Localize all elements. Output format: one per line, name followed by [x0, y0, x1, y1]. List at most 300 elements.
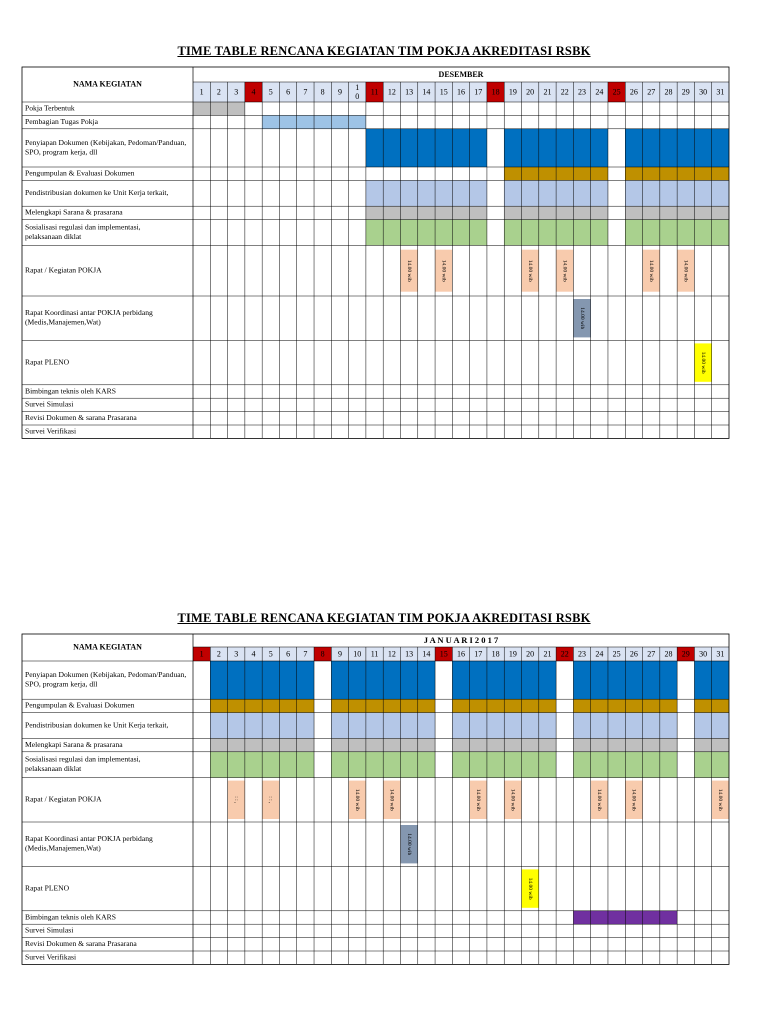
- activity-label: Survei Simulasi: [25, 925, 74, 935]
- activity-fill-cell: [573, 661, 590, 699]
- activity-label: Bimbingan teknis oleh KARS: [25, 912, 116, 922]
- activity-fill-cell: [400, 180, 417, 206]
- day-number: 23: [578, 649, 587, 659]
- activity-fill-cell: [573, 713, 590, 739]
- activity-fill-cell: [400, 661, 417, 699]
- day-number: 4: [251, 87, 256, 97]
- activity-fill-cell: [660, 738, 677, 751]
- activity-fill-cell: [625, 699, 642, 712]
- activity-fill-cell: [539, 699, 556, 712]
- activity-fill-cell: [573, 752, 590, 778]
- activity-fill-cell: [539, 206, 556, 219]
- day-number: 18: [491, 649, 500, 659]
- schedule-table-2: [22, 634, 729, 964]
- day-number: 31: [716, 649, 725, 659]
- activity-fill-cell: [435, 129, 452, 167]
- activity-fill-cell: [712, 180, 729, 206]
- table-1-title: TIME TABLE RENCANA KEGIATAN TIM POKJA AKREDITASI RSBK: [177, 44, 591, 58]
- activity-fill-cell: [210, 738, 227, 751]
- activity-fill-cell: [712, 713, 729, 739]
- activity-fill-cell: [470, 129, 487, 167]
- header-nama-kegiatan: NAMA KEGIATAN: [73, 642, 142, 652]
- day-number: 12: [387, 649, 396, 659]
- day-number: 31: [716, 87, 725, 97]
- activity-fill-cell: [470, 220, 487, 246]
- activity-fill-cell: [418, 180, 435, 206]
- activity-label: Rapat Koordinasi antar POKJA perbidang: [25, 834, 153, 844]
- day-number: 29: [681, 87, 690, 97]
- activity-fill-cell: [694, 129, 711, 167]
- activity-label: Pendistribusian dokumen ke Unit Kerja terkait,: [25, 720, 169, 730]
- activity-fill-cell: [400, 699, 417, 712]
- activity-fill-cell: [349, 115, 366, 128]
- activity-fill-cell: [452, 713, 469, 739]
- activity-fill-cell: [643, 180, 660, 206]
- activity-fill-cell: [210, 713, 227, 739]
- activity-fill-cell: [522, 206, 539, 219]
- activity-fill-cell: [660, 180, 677, 206]
- activity-fill-cell: [625, 206, 642, 219]
- activity-fill-cell: [228, 699, 245, 712]
- activity-fill-cell: [591, 167, 608, 180]
- activity-fill-cell: [331, 661, 348, 699]
- day-number: 2: [216, 87, 221, 97]
- activity-fill-cell: [625, 713, 642, 739]
- activity-fill-cell: [643, 661, 660, 699]
- activity-fill-cell: [383, 752, 400, 778]
- activity-fill-cell: [625, 220, 642, 246]
- activity-fill-cell: [487, 738, 504, 751]
- activity-fill-cell: [712, 167, 729, 180]
- activity-fill-cell: [418, 129, 435, 167]
- activity-fill-cell: [643, 911, 660, 924]
- activity-fill-cell: [660, 699, 677, 712]
- activity-fill-cell: [418, 713, 435, 739]
- activity-fill-cell: [297, 661, 314, 699]
- activity-fill-cell: [452, 752, 469, 778]
- activity-fill-cell: [694, 699, 711, 712]
- day-number: 22: [560, 649, 569, 659]
- day-number: 10: [353, 649, 362, 659]
- activity-fill-cell: [400, 129, 417, 167]
- activity-fill-cell: [418, 752, 435, 778]
- day-number: 11: [370, 87, 379, 97]
- activity-fill-cell: [279, 752, 296, 778]
- activity-fill-cell: [331, 115, 348, 128]
- activity-fill-cell: [279, 661, 296, 699]
- activity-fill-cell: [210, 752, 227, 778]
- month-label: J A N U A R I 2 0 1 7: [423, 634, 499, 645]
- activity-fill-cell: [643, 699, 660, 712]
- activity-fill-cell: [262, 115, 279, 128]
- activity-fill-cell: [470, 752, 487, 778]
- meeting-time-label: 14.00 wib: [561, 259, 568, 282]
- activity-label: pelaksanaan diklat: [25, 232, 82, 241]
- meeting-time-label: 14.00 wib: [405, 833, 412, 856]
- activity-fill-cell: [400, 220, 417, 246]
- day-number: 3: [234, 87, 239, 97]
- activity-fill-cell: [366, 699, 383, 712]
- activity-label: (Medis,Manajemen,Wat): [25, 317, 101, 327]
- day-number: 29: [681, 649, 690, 659]
- meeting-time-label: : : ,: [232, 796, 239, 804]
- activity-label: SPO, program kerja, dll: [25, 147, 98, 157]
- day-number: 15: [439, 87, 448, 97]
- activity-fill-cell: [228, 661, 245, 699]
- meeting-time-label: 14.00 wib: [440, 259, 447, 282]
- activity-fill-cell: [470, 180, 487, 206]
- activity-fill-cell: [504, 752, 521, 778]
- activity-fill-cell: [470, 206, 487, 219]
- day-number: 14: [422, 649, 431, 659]
- activity-fill-cell: [712, 661, 729, 699]
- activity-label: SPO, program kerja, dll: [25, 679, 98, 689]
- activity-fill-cell: [608, 713, 625, 739]
- meeting-time-label: 14.00 wib: [578, 307, 585, 330]
- activity-fill-cell: [366, 661, 383, 699]
- day-number: 8: [320, 649, 325, 659]
- activity-fill-cell: [539, 752, 556, 778]
- day-number: 20: [526, 87, 535, 97]
- activity-fill-cell: [245, 752, 262, 778]
- activity-fill-cell: [539, 129, 556, 167]
- activity-fill-cell: [660, 713, 677, 739]
- activity-fill-cell: [331, 752, 348, 778]
- activity-fill-cell: [591, 220, 608, 246]
- activity-fill-cell: [556, 167, 573, 180]
- activity-fill-cell: [694, 220, 711, 246]
- activity-label: Bimbingan teknis oleh KARS: [25, 386, 116, 396]
- activity-fill-cell: [522, 713, 539, 739]
- activity-fill-cell: [418, 220, 435, 246]
- day-number: 24: [595, 87, 604, 97]
- meeting-time-label: 14.00 wib: [405, 259, 412, 282]
- activity-fill-cell: [452, 206, 469, 219]
- activity-fill-cell: [297, 713, 314, 739]
- activity-fill-cell: [349, 752, 366, 778]
- day-number: 5: [268, 87, 273, 97]
- activity-fill-cell: [262, 713, 279, 739]
- activity-label: Survei Verifikasi: [25, 426, 77, 436]
- activity-fill-cell: [694, 180, 711, 206]
- activity-label: Pendistribusian dokumen ke Unit Kerja terkait,: [25, 188, 169, 198]
- activity-fill-cell: [625, 911, 642, 924]
- activity-fill-cell: [400, 206, 417, 219]
- activity-fill-cell: [383, 220, 400, 246]
- day-number: 6: [286, 87, 291, 97]
- activity-fill-cell: [400, 738, 417, 751]
- activity-fill-cell: [279, 115, 296, 128]
- activity-fill-cell: [297, 752, 314, 778]
- activity-fill-cell: [228, 102, 245, 115]
- activity-fill-cell: [435, 220, 452, 246]
- activity-fill-cell: [677, 180, 694, 206]
- day-number: 1: [199, 87, 204, 97]
- activity-fill-cell: [366, 752, 383, 778]
- activity-fill-cell: [418, 206, 435, 219]
- activity-fill-cell: [504, 713, 521, 739]
- activity-label: Pokja Terbentuk: [25, 103, 75, 113]
- activity-fill-cell: [660, 752, 677, 778]
- activity-fill-cell: [245, 713, 262, 739]
- day-number: 20: [526, 649, 535, 659]
- activity-fill-cell: [504, 220, 521, 246]
- activity-fill-cell: [712, 129, 729, 167]
- meeting-time-label: 14.00 wib: [353, 788, 360, 811]
- activity-fill-cell: [712, 220, 729, 246]
- activity-fill-cell: [279, 713, 296, 739]
- meeting-time-label: 14.00 wib: [699, 351, 706, 374]
- activity-fill-cell: [677, 167, 694, 180]
- activity-fill-cell: [279, 738, 296, 751]
- activity-fill-cell: [228, 738, 245, 751]
- activity-fill-cell: [660, 206, 677, 219]
- day-number: 21: [543, 87, 552, 97]
- activity-fill-cell: [262, 699, 279, 712]
- activity-fill-cell: [504, 129, 521, 167]
- day-number: 11: [370, 649, 379, 659]
- activity-fill-cell: [573, 220, 590, 246]
- day-number: 9: [337, 87, 342, 97]
- activity-fill-cell: [573, 911, 590, 924]
- activity-fill-cell: [660, 129, 677, 167]
- activity-fill-cell: [487, 752, 504, 778]
- activity-fill-cell: [297, 115, 314, 128]
- activity-fill-cell: [504, 661, 521, 699]
- meeting-time-label: 14.00 wib: [630, 788, 637, 811]
- day-number: 30: [699, 649, 708, 659]
- activity-fill-cell: [522, 220, 539, 246]
- activity-fill-cell: [452, 661, 469, 699]
- activity-fill-cell: [452, 129, 469, 167]
- day-number: 3: [234, 649, 239, 659]
- activity-fill-cell: [591, 129, 608, 167]
- meeting-time-label: 14.00 wib: [526, 877, 533, 900]
- day-number: 26: [629, 649, 638, 659]
- activity-fill-cell: [418, 661, 435, 699]
- activity-fill-cell: [677, 129, 694, 167]
- day-number: 24: [595, 649, 604, 659]
- activity-fill-cell: [591, 911, 608, 924]
- activity-fill-cell: [556, 180, 573, 206]
- activity-label: Rapat PLENO: [25, 883, 70, 893]
- activity-fill-cell: [470, 699, 487, 712]
- activity-fill-cell: [660, 220, 677, 246]
- meeting-time-label: 14.00 wib: [596, 788, 603, 811]
- activity-fill-cell: [522, 129, 539, 167]
- day-number: 2: [216, 649, 221, 659]
- activity-fill-cell: [366, 129, 383, 167]
- day-number: 6: [286, 649, 291, 659]
- meeting-time-label: 14.00 wib: [526, 259, 533, 282]
- activity-fill-cell: [539, 713, 556, 739]
- activity-fill-cell: [573, 180, 590, 206]
- activity-fill-cell: [400, 713, 417, 739]
- activity-fill-cell: [573, 699, 590, 712]
- activity-fill-cell: [694, 661, 711, 699]
- activity-fill-cell: [435, 206, 452, 219]
- activity-fill-cell: [504, 206, 521, 219]
- activity-fill-cell: [660, 911, 677, 924]
- activity-fill-cell: [228, 752, 245, 778]
- schedule-table-1: [22, 67, 729, 438]
- activity-fill-cell: [643, 206, 660, 219]
- day-number: 4: [251, 649, 256, 659]
- activity-fill-cell: [331, 713, 348, 739]
- table-2-title: TIME TABLE RENCANA KEGIATAN TIM POKJA AKREDITASI RSBK: [177, 611, 591, 625]
- activity-fill-cell: [245, 699, 262, 712]
- activity-label: Pembagian Tugas Pokja: [25, 116, 98, 126]
- day-number: 17: [474, 649, 483, 659]
- activity-fill-cell: [314, 115, 331, 128]
- activity-fill-cell: [504, 699, 521, 712]
- day-number: 26: [629, 87, 638, 97]
- activity-label: Revisi Dokumen & sarana Prasarana: [25, 413, 137, 423]
- activity-fill-cell: [625, 661, 642, 699]
- activity-fill-cell: [504, 738, 521, 751]
- activity-fill-cell: [643, 713, 660, 739]
- activity-fill-cell: [366, 206, 383, 219]
- activity-fill-cell: [383, 129, 400, 167]
- activity-fill-cell: [694, 167, 711, 180]
- activity-label: Survei Verifikasi: [25, 952, 77, 962]
- day-number: 30: [699, 87, 708, 97]
- activity-fill-cell: [522, 180, 539, 206]
- activity-label: Rapat PLENO: [25, 357, 70, 367]
- day-number: 19: [508, 87, 517, 97]
- activity-fill-cell: [470, 661, 487, 699]
- day-number: 22: [560, 87, 569, 97]
- activity-fill-cell: [660, 661, 677, 699]
- activity-label: Pengumpulan & Evaluasi Dokumen: [25, 700, 135, 710]
- activity-fill-cell: [694, 713, 711, 739]
- day-number: 13: [405, 87, 414, 97]
- activity-fill-cell: [366, 220, 383, 246]
- activity-fill-cell: [262, 661, 279, 699]
- activity-label: Penyiapan Dokumen (Kebijakan, Pedoman/Panduan,: [25, 670, 187, 680]
- day-number: 27: [647, 649, 656, 659]
- activity-fill-cell: [452, 699, 469, 712]
- activity-fill-cell: [193, 102, 210, 115]
- activity-label: Sosialisasi regulasi dan implementasi,: [25, 754, 141, 764]
- activity-label: Revisi Dokumen & sarana Prasarana: [25, 939, 137, 949]
- activity-fill-cell: [556, 206, 573, 219]
- activity-fill-cell: [608, 661, 625, 699]
- activity-fill-cell: [331, 699, 348, 712]
- activity-label: Rapat / Kegiatan POKJA: [25, 794, 102, 804]
- activity-fill-cell: [712, 699, 729, 712]
- activity-fill-cell: [591, 699, 608, 712]
- meeting-time-label: 14.00 wib: [682, 259, 689, 282]
- activity-fill-cell: [539, 220, 556, 246]
- activity-fill-cell: [383, 661, 400, 699]
- activity-fill-cell: [349, 738, 366, 751]
- activity-fill-cell: [297, 699, 314, 712]
- activity-fill-cell: [608, 738, 625, 751]
- activity-fill-cell: [591, 180, 608, 206]
- activity-fill-cell: [660, 167, 677, 180]
- activity-fill-cell: [383, 206, 400, 219]
- day-number: 27: [647, 87, 656, 97]
- activity-label: pelaksanaan diklat: [25, 764, 82, 774]
- header-nama-kegiatan: NAMA KEGIATAN: [73, 79, 142, 89]
- activity-label: Survei Simulasi: [25, 399, 74, 409]
- activity-label: (Medis,Manajemen,Wat): [25, 843, 101, 853]
- activity-fill-cell: [383, 713, 400, 739]
- activity-fill-cell: [643, 129, 660, 167]
- day-number: 25: [612, 649, 621, 659]
- activity-fill-cell: [591, 661, 608, 699]
- activity-fill-cell: [522, 699, 539, 712]
- day-number: 21: [543, 649, 552, 659]
- day-number: 19: [508, 649, 517, 659]
- activity-fill-cell: [245, 661, 262, 699]
- activity-fill-cell: [383, 738, 400, 751]
- activity-fill-cell: [712, 752, 729, 778]
- day-number: 18: [491, 87, 500, 97]
- day-number: 1: [355, 82, 360, 92]
- activity-fill-cell: [470, 738, 487, 751]
- activity-fill-cell: [625, 129, 642, 167]
- table-border: [22, 67, 729, 438]
- activity-fill-cell: [573, 206, 590, 219]
- meeting-time-label: : : ,: [267, 796, 274, 804]
- day-number: 7: [303, 649, 308, 659]
- day-number: 14: [422, 87, 431, 97]
- activity-fill-cell: [677, 206, 694, 219]
- activity-label: Pengumpulan & Evaluasi Dokumen: [25, 168, 135, 178]
- meeting-time-label: 14.00 wib: [475, 788, 482, 811]
- activity-fill-cell: [556, 220, 573, 246]
- activity-fill-cell: [608, 699, 625, 712]
- activity-fill-cell: [487, 713, 504, 739]
- activity-fill-cell: [504, 180, 521, 206]
- day-number: 9: [337, 649, 342, 659]
- activity-fill-cell: [591, 752, 608, 778]
- activity-fill-cell: [366, 180, 383, 206]
- activity-fill-cell: [400, 752, 417, 778]
- activity-fill-cell: [470, 713, 487, 739]
- activity-fill-cell: [694, 206, 711, 219]
- activity-label: Rapat / Kegiatan POKJA: [25, 265, 102, 275]
- activity-fill-cell: [643, 220, 660, 246]
- activity-fill-cell: [228, 713, 245, 739]
- activity-fill-cell: [591, 738, 608, 751]
- activity-fill-cell: [262, 738, 279, 751]
- meeting-time-label: 14.00 wib: [388, 788, 395, 811]
- day-number: 16: [457, 649, 465, 659]
- meeting-time-label: 14.00 wib: [717, 788, 724, 811]
- day-number: 12: [387, 87, 396, 97]
- activity-fill-cell: [539, 738, 556, 751]
- activity-fill-cell: [245, 738, 262, 751]
- activity-label: Penyiapan Dokumen (Kebijakan, Pedoman/Panduan,: [25, 137, 187, 147]
- activity-fill-cell: [210, 699, 227, 712]
- activity-fill-cell: [349, 713, 366, 739]
- activity-fill-cell: [539, 661, 556, 699]
- day-number: 8: [320, 87, 325, 97]
- activity-fill-cell: [435, 180, 452, 206]
- activity-fill-cell: [504, 167, 521, 180]
- activity-fill-cell: [487, 661, 504, 699]
- activity-fill-cell: [625, 167, 642, 180]
- day-number: 16: [457, 87, 465, 97]
- activity-fill-cell: [418, 699, 435, 712]
- day-number: 1: [199, 649, 204, 659]
- activity-fill-cell: [608, 911, 625, 924]
- meeting-time-label: 14.00 wib: [509, 788, 516, 811]
- day-number: 25: [612, 87, 621, 97]
